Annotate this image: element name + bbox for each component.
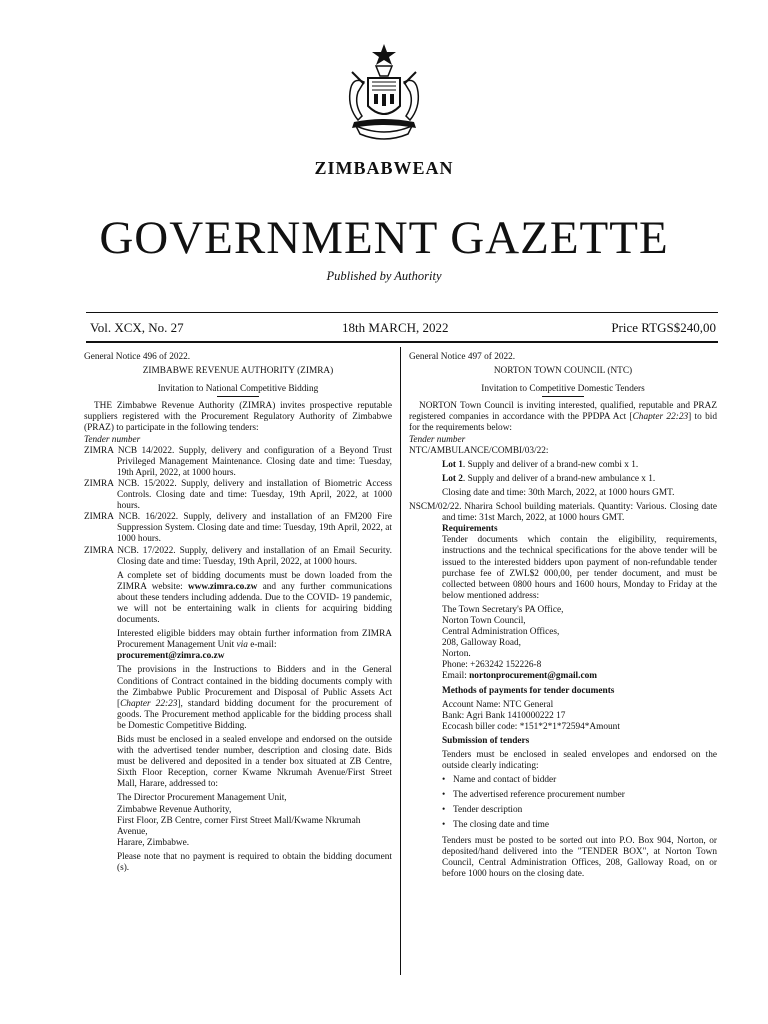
- posting-instructions: Tenders must be posted to be sorted out into P.O. Box 904, Norton, or deposited/hand delivered into the "TENDER BOX", at Norton Town Council, Central Administration Offices, 208, Galloway Road, on or before 1000 hours on the closing date.: [442, 835, 717, 879]
- submission-heading: Submission of tenders: [442, 735, 530, 746]
- ntc-email-link[interactable]: nortonprocurement@gmail.com: [469, 671, 597, 682]
- tender-number-label: Tender number: [84, 434, 141, 445]
- left-column-zimra-notice: [84, 352, 392, 877]
- published-by-authority: Published by Authority: [326, 269, 442, 283]
- payment-details: Account Name: NTC General Bank: Agri Bank 1410000222 17 Ecocash biller code: *151*2*1*72594*Amount: [442, 699, 620, 732]
- ntc-email: Email: nortonprocurement@gmail.com: [442, 671, 597, 682]
- address-block: The Director Procurement Management Unit, Zimbabwe Revenue Authority, First Floor, ZB Centre, corner First Street Mall/Kwame Nkrumah Avenue, Harare, Zimbabwe.: [117, 793, 361, 848]
- issue-date: 18th MARCH, 2022: [342, 320, 449, 335]
- notice-organisation: ZIMBABWE REVENUE AUTHORITY (ZIMRA): [142, 366, 334, 377]
- tender-number-label: Tender number: [409, 434, 466, 445]
- tender-item: ZIMRA NCB. 17/2022. Supply, delivery and installation of an Email Security. Closing date and time: Tuesday, 19th April, 2022, at 1000 hours.: [84, 545, 392, 567]
- issue-price: Price RTGS$240,00: [611, 320, 716, 335]
- zimra-website-link[interactable]: www.zimra.co.zw: [187, 581, 258, 592]
- notice-invitation: Invitation to National Competitive Bidding: [157, 384, 319, 395]
- submission-text: Tenders must be enclosed in sealed envelopes and endorsed on the outside clearly indicating:: [442, 750, 717, 772]
- tender-reference: NTC/AMBULANCE/COMBI/03/22:: [409, 445, 549, 456]
- further-information-paragraph: Interested eligible bidders may obtain further information from ZIMRA Procurement Management Unit via e-mail: procurement@zimra.co.zw: [117, 629, 392, 662]
- short-rule: [542, 396, 584, 397]
- requirements-text: Tender documents which contain the eligibility, requirements, instructions and the technical specifications for the above tender will be issued to the interested bidders upon payment of non-refundable tender purchase fee of ZWL$2 000,00, per tender document, and must be collected between 0800 hours and 1600 hours, Monday to Friday at the below mentioned address:: [442, 535, 717, 601]
- bullet-item: • The closing date and time: [442, 820, 717, 831]
- provisions-paragraph: The provisions in the Instructions to Bidders and in the General Conditions of Contract contained in the bidding documents comply with the Zimbabwe Public Procurement and Disposal of Public Assets Act [Chapter 22:23], standard bidding document for the procurement of goods. The Procurement method applicable for the bidding process shall be Domestic Competitive Bidding.: [117, 665, 392, 731]
- closing-date: Closing date and time: 30th March, 2022, at 1000 hours GMT.: [442, 487, 675, 498]
- notice-number: General Notice 497 of 2022.: [409, 352, 516, 362]
- bidding-documents-paragraph: A complete set of bidding documents must be down loaded from the ZIMRA website: www.zimra.co.zw and any further communications about these tenders including addenda. Due to the COVID- 19 pandemic, we will not be entertaining walk in clients for acquiring bidding documents.: [117, 570, 392, 626]
- payment-heading: Methods of payments for tender documents: [442, 685, 615, 696]
- tender-item: ZIMRA NCB. 16/2022. Supply, delivery and installation of an FM200 Fire Suppression System. Closing date and time: Tuesday, 19th April, 2022, at 1000 hours.: [84, 512, 392, 545]
- masthead-title: GOVERNMENT GAZETTE: [99, 212, 669, 264]
- ntc-address-block: The Town Secretary's PA Office, Norton Town Council, Central Administration Offices, 208, Galloway Road, Norton. Phone: +263242 152226-8: [442, 604, 564, 671]
- notice-number: General Notice 496 of 2022.: [84, 352, 191, 362]
- notice-invitation: Invitation to Competitive Domestic Tenders: [481, 384, 645, 395]
- volume-number: Vol. XCX, No. 27: [90, 320, 184, 335]
- lot-1: Lot 1. Supply and deliver of a brand-new combi x 1.: [442, 459, 639, 470]
- tender-item: ZIMRA NCB 14/2022. Supply, delivery and configuration of a Beyond Trust Privileged Management Maintenance. Closing date and time: Tuesday, 19th April, 2022, at 1000 hours.: [84, 445, 392, 478]
- bullet-item: • Name and contact of bidder: [442, 775, 717, 786]
- lot-2: Lot 2. Supply and deliver of a brand-new ambulance x 1.: [442, 473, 656, 484]
- short-rule: [217, 396, 259, 397]
- column-divider: [400, 347, 401, 975]
- bullet-item: • Tender description: [442, 805, 717, 816]
- bullet-item: • The advertised reference procurement number: [442, 790, 717, 801]
- submission-bullets: [409, 775, 717, 831]
- payment-note: Please note that no payment is required to obtain the bidding document (s).: [117, 851, 392, 874]
- top-rule: [86, 312, 718, 313]
- header-rule: [86, 341, 718, 343]
- nscm-tender: NSCM/02/22. Nharira School building materials. Quantity: Various. Closing date and time: 31st March, 2022, at 1000 hours GMT.: [409, 502, 717, 524]
- notice-intro: NORTON Town Council is inviting interested, qualified, reputable and PRAZ registered companies in accordance with the PPDPA Act [Chapter 22:23] to bid for the requirements below:: [409, 401, 718, 434]
- notice-organisation: NORTON TOWN COUNCIL (NTC): [493, 366, 633, 377]
- tender-item: ZIMRA NCB. 15/2022. Supply, delivery and installation of Biometric Access Controls. Closing date and time: Tuesday, 19th April, 2022, at 1000 hours.: [84, 478, 392, 512]
- coat-of-arms-emblem: [334, 42, 434, 154]
- right-column-ntc-notice: [409, 352, 717, 883]
- issue-row: [90, 320, 716, 336]
- requirements-heading: Requirements: [442, 524, 498, 535]
- masthead-subtitle: ZIMBABWEAN: [314, 158, 454, 178]
- notice-intro: THE Zimbabwe Revenue Authority (ZIMRA) invites prospective reputable suppliers registered with the Procurement Regulatory Authority of Zimbabwe (PRAZ) to participate in the following tenders:: [84, 401, 392, 434]
- sealed-envelope-paragraph: Bids must be enclosed in a sealed envelope and endorsed on the outside with the advertised tender number, description and closing date. Bids must be delivered and deposited in a tender box situated at ZB Centre, Sixth Floor Reception, corner Kwame Nkrumah Avenue/First Street Mall, Harare, addressed to:: [117, 735, 392, 790]
- zimra-email-link[interactable]: procurement@zimra.co.zw: [117, 651, 225, 662]
